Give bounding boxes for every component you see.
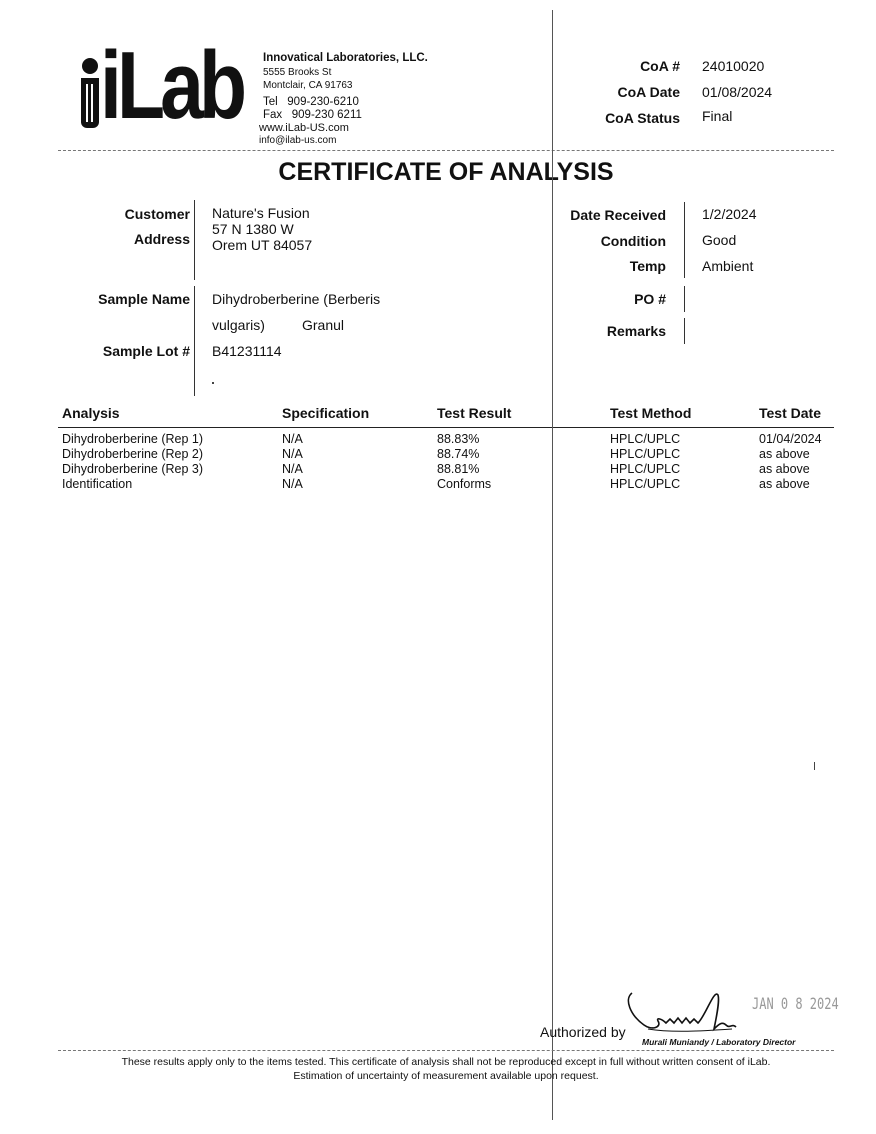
cell-test-date: as above — [759, 462, 810, 476]
condition: Good — [702, 232, 737, 248]
date-received-label: Date Received — [570, 207, 666, 223]
address-label: Address — [133, 231, 190, 247]
coa-status-label: CoA Status — [605, 110, 680, 126]
temp: Ambient — [702, 258, 754, 274]
customer-label: Customer — [124, 206, 190, 222]
coa-number: 24010020 — [702, 58, 765, 74]
authorized-by-label: Authorized by — [540, 1024, 626, 1040]
date-stamp: JAN 0 8 2024 — [752, 994, 839, 1013]
col-header-analysis: Analysis — [62, 405, 120, 421]
coa-number-label: CoA # — [640, 58, 680, 74]
header-divider — [58, 150, 834, 151]
col-header-test-date: Test Date — [759, 405, 821, 421]
signature-image — [622, 985, 742, 1041]
coa-date: 01/08/2024 — [702, 84, 773, 100]
logo-wordmark: iLab — [100, 32, 243, 139]
table-header-rule — [58, 427, 834, 428]
lab-city: Montclair, CA 91763 — [263, 80, 353, 91]
logo-flask-body — [81, 78, 99, 128]
temp-label: Temp — [629, 258, 666, 274]
cell-analysis: Identification — [62, 477, 133, 491]
sample-name-line2a: vulgaris) — [212, 317, 265, 333]
scan-fold-line — [552, 10, 553, 1120]
customer-name: Nature's Fusion — [212, 205, 310, 221]
lab-website: www.iLab-US.com — [259, 122, 349, 134]
logo-flask-icon — [82, 58, 98, 74]
cell-test-method: HPLC/UPLC — [610, 477, 681, 491]
sample-lot-label: Sample Lot # — [102, 343, 190, 359]
cell-specification: N/A — [282, 462, 303, 476]
lab-tel: Tel 909-230-6210 — [263, 96, 359, 108]
cell-test-date: as above — [759, 447, 810, 461]
po-label: PO # — [634, 291, 666, 307]
footer-uncertainty-note: Estimation of uncertainty of measurement available upon request. — [293, 1070, 599, 1082]
remarks-divider — [684, 318, 685, 344]
customer-address-line2: Orem UT 84057 — [212, 237, 313, 253]
cell-test-result: 88.83% — [437, 432, 480, 446]
cell-test-method: HPLC/UPLC — [610, 462, 681, 476]
sample-lot: B41231114 — [212, 343, 282, 359]
cell-test-date: as above — [759, 477, 810, 491]
cell-test-result: 88.81% — [437, 462, 480, 476]
cell-specification: N/A — [282, 447, 303, 461]
footer-divider — [58, 1050, 834, 1051]
lab-street: 5555 Brooks St — [263, 67, 332, 78]
date-received: 1/2/2024 — [702, 206, 757, 222]
customer-divider — [194, 200, 195, 280]
cell-specification: N/A — [282, 477, 303, 491]
signer-name: Murali Muniandy / Laboratory Director — [642, 1037, 796, 1047]
po-divider — [684, 286, 685, 312]
customer-address-line1: 57 N 1380 W — [212, 221, 294, 237]
cell-analysis: Dihydroberberine (Rep 2) — [62, 447, 204, 461]
sample-name-label: Sample Name — [98, 291, 190, 307]
sample-name-line2b: Granul — [302, 317, 345, 333]
condition-label: Condition — [600, 233, 666, 249]
scan-dot — [212, 382, 214, 384]
col-header-specification: Specification — [282, 405, 370, 421]
scan-speck — [814, 762, 815, 770]
sample-divider — [194, 286, 195, 396]
footer-disclaimer: These results apply only to the items tested. This certificate of analysis shall not be reproduced except in full without written consent of iLab. — [121, 1056, 771, 1068]
coa-date-label: CoA Date — [617, 84, 680, 100]
sample-name-line1: Dihydroberberine (Berberis — [212, 291, 381, 307]
page-title: CERTIFICATE OF ANALYSIS — [278, 158, 614, 186]
cell-test-result: 88.74% — [437, 447, 480, 461]
lab-email: info@ilab-us.com — [259, 135, 337, 146]
receipt-divider — [684, 202, 685, 278]
cell-test-method: HPLC/UPLC — [610, 447, 681, 461]
coa-status: Final — [702, 108, 733, 124]
cell-analysis: Dihydroberberine (Rep 3) — [62, 462, 204, 476]
cell-specification: N/A — [282, 432, 303, 446]
remarks-label: Remarks — [606, 323, 666, 339]
cell-analysis: Dihydroberberine (Rep 1) — [62, 432, 204, 446]
cell-test-method: HPLC/UPLC — [610, 432, 681, 446]
cell-test-result: Conforms — [437, 477, 492, 491]
cell-test-date: 01/04/2024 — [759, 432, 822, 446]
lab-name: Innovatical Laboratories, LLC. — [263, 52, 428, 64]
col-header-test-result: Test Result — [437, 405, 512, 421]
col-header-test-method: Test Method — [610, 405, 692, 421]
lab-fax: Fax 909-230 6211 — [263, 109, 362, 121]
